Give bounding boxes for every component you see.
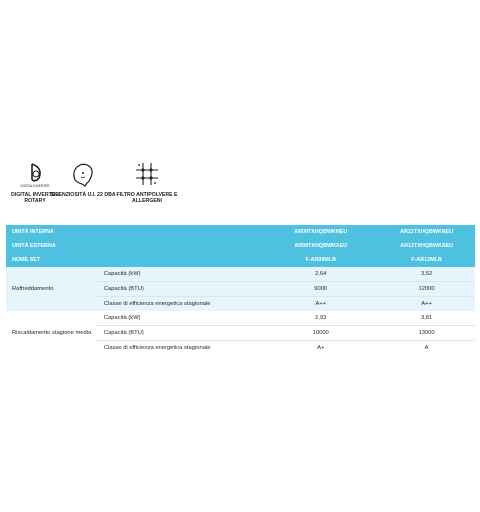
cell-value: A++ <box>263 297 378 312</box>
model-value-2: AR12TXHQBWKNEU <box>378 225 475 239</box>
filter-grid-icon <box>134 160 160 190</box>
table-row <box>6 311 475 326</box>
digital-inverter-icon <box>20 160 50 190</box>
feature-filter <box>112 160 182 204</box>
group-label-cooling: Raffreddamento <box>6 267 96 311</box>
cell-value: 2,64 <box>263 267 378 282</box>
model-value-1: AR09TXHQBWKXEU <box>263 239 378 253</box>
model-value-1: AR09TXHQBWKNEU <box>263 225 378 239</box>
row-label: Classe di efficienza energetica stagionale <box>96 341 263 356</box>
table-row <box>6 267 475 282</box>
header-label: UNITÀ ESTERNA <box>6 239 263 253</box>
cell-value: 3,81 <box>378 311 475 326</box>
model-value-1: F-AR09MLB <box>263 253 378 267</box>
cell-value: 3,52 <box>378 267 475 282</box>
row-label: Capacità (kW) <box>96 267 263 282</box>
feature-icons-row <box>0 160 480 220</box>
row-label: Capacità (kW) <box>96 311 263 326</box>
row-label: Capacità (BTU) <box>96 282 263 297</box>
feature-label: DIGITAL INVERTER ROTARY <box>11 192 59 204</box>
row-label: Classe di efficienza energetica stagionale <box>96 297 263 312</box>
header-row-set-name <box>6 253 475 267</box>
cell-value: 10000 <box>263 326 378 341</box>
model-value-2: F-AR12MLB <box>378 253 475 267</box>
header-row-outdoor-unit <box>6 239 475 253</box>
cell-value: A+ <box>263 341 378 356</box>
digital-inverter-caption: DIGITAL INVERTER <box>20 184 50 188</box>
cell-value: 2,93 <box>263 311 378 326</box>
cell-value: A++ <box>378 297 475 312</box>
header-label: UNITÀ INTERNA <box>6 225 263 239</box>
model-value-2: AR12TXHQBWKXEU <box>378 239 475 253</box>
cell-value: 9000 <box>263 282 378 297</box>
spec-table <box>6 225 475 355</box>
cell-value: 12000 <box>378 282 475 297</box>
cell-value: A <box>378 341 475 356</box>
silence-face-icon <box>69 160 97 190</box>
feature-label: SILENZIOSITÀ U.I. 22 DBA <box>50 192 116 198</box>
group-label-heating: Riscaldamento stagione media <box>6 311 96 355</box>
feature-label: FILTRO ANTIPOLVERE E ALLERGENI <box>116 192 178 204</box>
header-label: NOME SET <box>6 253 263 267</box>
cell-value: 13000 <box>378 326 475 341</box>
row-label: Capacità (BTU) <box>96 326 263 341</box>
feature-silence <box>48 160 118 198</box>
header-row-indoor-unit <box>6 225 475 239</box>
